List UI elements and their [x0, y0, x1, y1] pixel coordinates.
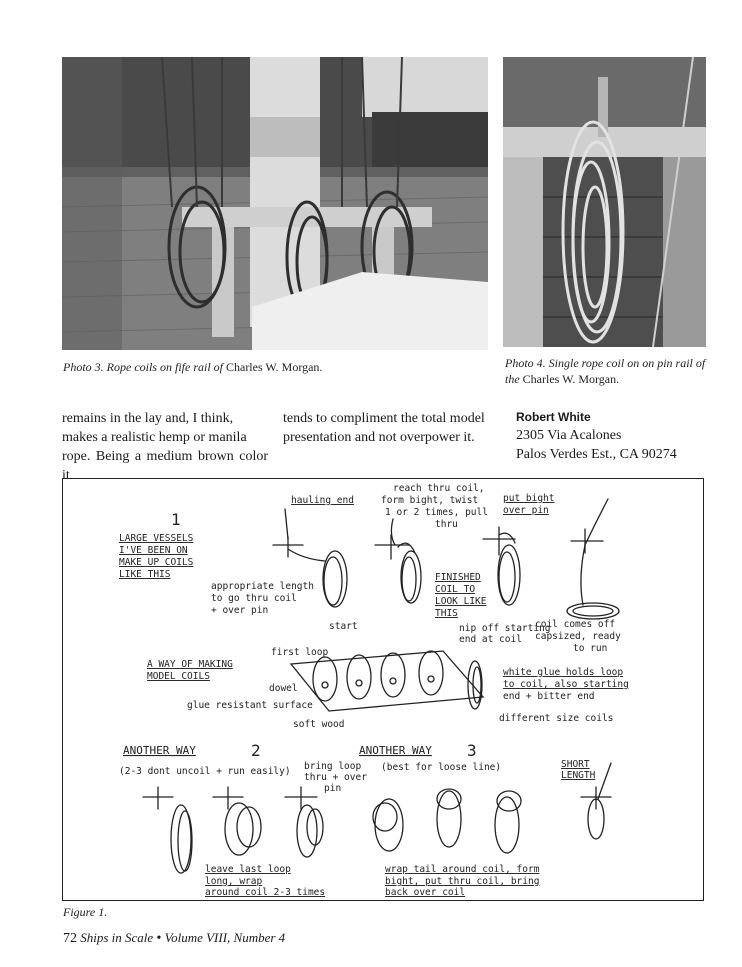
- author-block: [516, 410, 716, 464]
- put-bight-line: put bight: [503, 493, 555, 504]
- appropriate-line: to go thru coil: [211, 593, 297, 604]
- photo3-caption: Photo 3. Rope coils on fife rail of Charles W. Morgan.: [63, 360, 323, 374]
- first-loop-label: first loop: [271, 647, 329, 658]
- leave-line: leave last loop: [205, 864, 291, 875]
- figure-1-drawing: [63, 479, 702, 899]
- start-label: start: [329, 621, 358, 632]
- hauling-end-label: hauling end: [291, 495, 354, 506]
- wrap-line: wrap tail around coil, form: [385, 864, 540, 875]
- capsized-line: to run: [573, 643, 608, 654]
- finished-line: FINISHED: [435, 572, 481, 583]
- reach-line: thru: [435, 519, 458, 530]
- author-address-line2: Palos Verdes Est., CA 90274: [516, 447, 677, 462]
- short-length-line: SHORT: [561, 759, 590, 770]
- section1-title-line: I'VE BEEN ON: [119, 545, 188, 556]
- page-number: 72: [63, 931, 77, 946]
- body-column-2: [283, 409, 488, 447]
- model-title-line: A WAY OF MAKING: [147, 659, 233, 670]
- reach-line: 1 or 2 times, pull: [385, 507, 488, 518]
- journal-issue: Volume VIII, Number 4: [164, 930, 286, 945]
- photo-rope-coils-fife-rail: [62, 57, 488, 350]
- put-bight-line: over pin: [503, 505, 549, 516]
- bring-loop-line: pin: [324, 783, 342, 794]
- body-line: rope. Being a medium brown color it: [62, 449, 268, 483]
- appropriate-line: appropriate length: [211, 581, 314, 592]
- dowel-label: dowel: [269, 683, 298, 694]
- short-length-line: LENGTH: [561, 770, 596, 781]
- body-line: remains in the lay and, I think,: [62, 411, 234, 426]
- body-line: makes a realistic hemp or manila: [62, 430, 247, 445]
- bring-loop-line: thru + over: [304, 772, 367, 783]
- section1-number: 1: [171, 510, 181, 529]
- section1-title-line: LARGE VESSELS: [119, 533, 194, 544]
- reach-line: reach thru coil,: [393, 483, 485, 494]
- journal-name: Ships in Scale: [80, 930, 154, 945]
- wrap-line: bight, put thru coil, bring: [385, 876, 540, 887]
- glue-surface-label: glue resistant surface: [187, 700, 313, 711]
- footer-separator: •: [156, 931, 162, 946]
- photo4-caption: Photo 4. Single rope coil on on pin rail of the Charles W. Morgan.: [505, 356, 706, 386]
- wrap-line: back over coil: [385, 887, 466, 898]
- white-glue-line: white glue holds loop: [503, 667, 624, 678]
- white-glue-line: to coil, also starting: [503, 679, 629, 690]
- way3-number: 3: [467, 741, 477, 760]
- photo-single-rope-coil-pin-rail: [503, 57, 706, 347]
- way2-number: 2: [251, 741, 261, 760]
- finished-line: LOOK LIKE: [435, 596, 487, 607]
- model-title-line: MODEL COILS: [147, 671, 210, 682]
- section1-title-line: LIKE THIS: [119, 569, 171, 580]
- nip-line: nip off starting: [459, 623, 551, 634]
- finished-line: THIS: [435, 608, 458, 619]
- capsized-line: coil comes off: [535, 619, 616, 630]
- finished-line: COIL TO: [435, 584, 476, 595]
- way2-title: ANOTHER WAY: [123, 744, 196, 757]
- body-line: presentation and not overpower it.: [283, 430, 475, 445]
- page-footer: [63, 930, 285, 947]
- body-column-1: [62, 409, 268, 485]
- figure-1-box: [62, 478, 704, 901]
- way2-subtitle: (2-3 dont uncoil + run easily): [119, 766, 291, 777]
- way3-subtitle: (best for loose line): [381, 762, 502, 773]
- white-glue-line: end + bitter end: [503, 691, 595, 702]
- bring-loop-line: bring loop: [304, 761, 362, 772]
- soft-wood-label: soft wood: [293, 719, 345, 730]
- leave-line: long, wrap: [205, 876, 263, 887]
- leave-line: around coil 2-3 times: [205, 887, 326, 898]
- section1-title-line: MAKE UP COILS: [119, 557, 194, 568]
- nip-line: end at coil: [459, 634, 522, 645]
- reach-line: form bight, twist: [381, 495, 479, 506]
- author-address-line1: 2305 Via Acalones: [516, 428, 622, 443]
- author-name: Robert White: [516, 410, 591, 424]
- figure-label: Figure 1.: [63, 905, 108, 919]
- body-line: tends to compliment the total model: [283, 411, 485, 426]
- appropriate-line: + over pin: [211, 605, 269, 616]
- way3-title: ANOTHER WAY: [359, 744, 432, 757]
- different-sizes-label: different size coils: [499, 713, 614, 724]
- capsized-line: capsized, ready: [535, 631, 621, 642]
